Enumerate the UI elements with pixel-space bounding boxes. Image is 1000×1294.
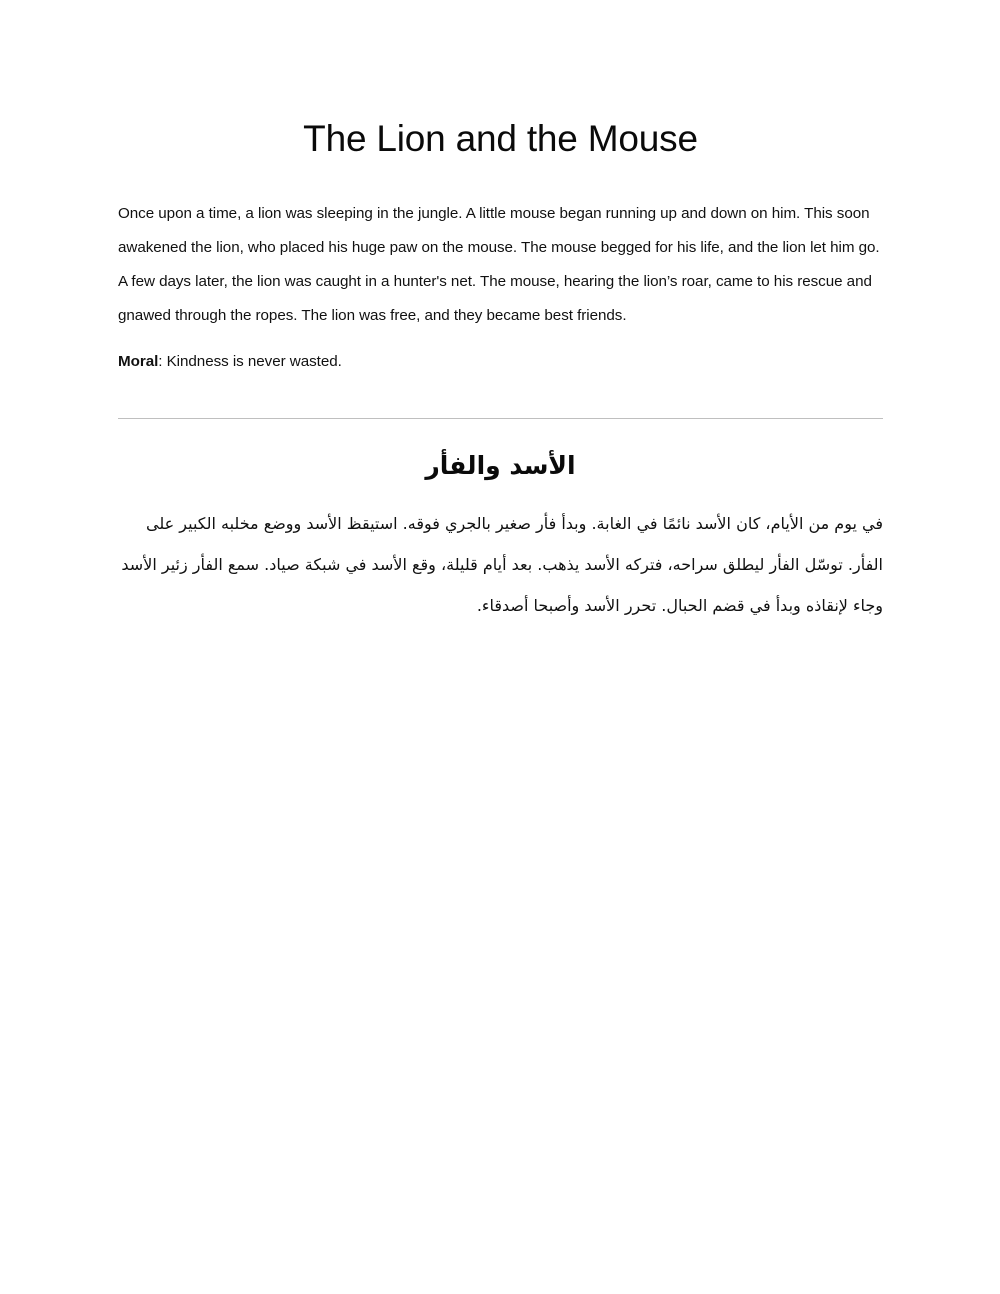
moral-text: : Kindness is never wasted. [158, 353, 342, 371]
english-story-paragraph: Once upon a time, a lion was sleeping in the jungle. A little mouse began running up and down on him. This soon awakened the lion, who placed his huge paw on the mouse. The mouse begged for his life, and the lion let him go. A few days later, the lion was caught in a hunter's net. The mouse, hearing the lion’s roar, came to his rescue and gnawed through the ropes. The lion was free, and they became best friends. [118, 204, 880, 325]
page-title: The Lion and the Mouse [303, 118, 698, 159]
arabic-section [118, 419, 883, 627]
arabic-title: الأسد والفأر [425, 450, 576, 480]
moral-label: Moral [118, 353, 159, 371]
document-content [118, 0, 883, 627]
arabic-story-paragraph: في يوم من الأيام، كان الأسد نائمًا في الغابة. وبدأ فأر صغير بالجري فوقه. استيقظ الأسد ووضع مخلبه الكبير على الفأر. توسّل الفأر ليطلق سراحه، فتركه الأسد يذهب. بعد أيام قليلة، وقع الأسد في شبكة صياد. سمع الفأر زئير الأسد وجاء لإنقاذه وبدأ في قضم الحبال. تحرر الأسد وأصبحا أصدقاء. [121, 514, 883, 615]
english-moral-line [118, 333, 883, 379]
